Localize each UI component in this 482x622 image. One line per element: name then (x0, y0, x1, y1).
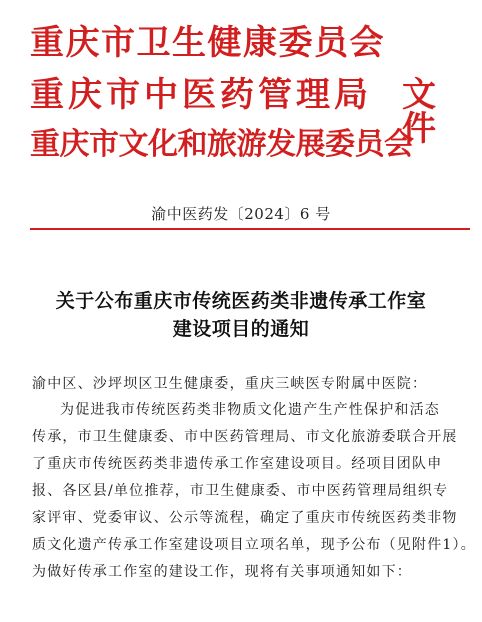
body-line: 为促进我市传统医药类非物质文化遗产生产性保护和活态 (60, 402, 440, 418)
body-line: 传承，市卫生健康委、市中医药管理局、市文化旅游委联合开展 (32, 429, 458, 445)
issuing-org-health-commission: 重庆市卫生健康委员会 (30, 23, 385, 63)
header-divider (30, 228, 470, 230)
document-number: 渝中医药发〔2024〕6 号 (151, 205, 331, 223)
body-line: 家评审、党委审议、公示等流程，确定了重庆市传统医药类非物 (32, 510, 458, 526)
issuing-org-tcm-administration: 重庆市中医药管理局 (30, 75, 372, 115)
document-title-line-1: 关于公布重庆市传统医药类非遗传承工作室 (55, 290, 427, 312)
body-line: 质文化遗产传承工作室建设项目立项名单，现予公布（见附件1）。 (32, 537, 476, 553)
document-title-line-2: 建设项目的通知 (172, 318, 310, 340)
body-line: 为做好传承工作室的建设工作，现将有关事项通知如下： (32, 564, 412, 580)
document-label: 文件 (402, 75, 438, 149)
issuing-org-culture-tourism: 重庆市文化和旅游发展委员会 (30, 127, 414, 162)
body-line: 了重庆市传统医药类非遗传承工作室建设项目。经项目团队申 (32, 456, 443, 472)
salutation: 渝中区、沙坪坝区卫生健康委，重庆三峡医专附属中医院： (32, 376, 428, 392)
body-line: 报、各区县/单位推荐，市卫生健康委、市中医药管理局组织专 (32, 483, 449, 499)
